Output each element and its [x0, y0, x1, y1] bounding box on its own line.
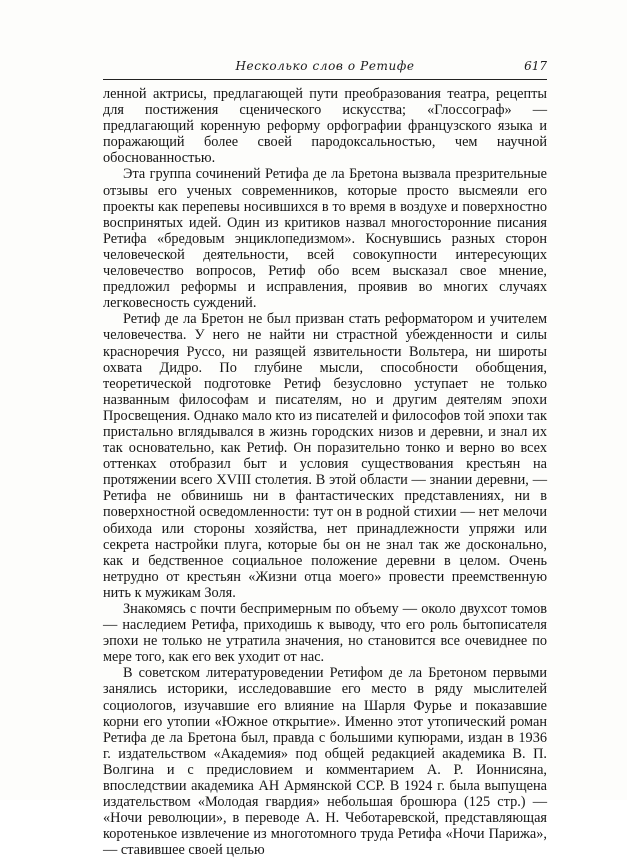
header-rule	[103, 79, 547, 80]
paragraph: Знакомясь с почти беспримерным по объему — около двухсот томов — наследием Ретифа, приходишь к выводу, что его роль бытописателя эпохи не только не утратила значения, но становится все очевиднее по мере того, как его век уходит от нас.	[103, 601, 547, 666]
paragraph: Ретиф де ла Бретон не был призван стать реформатором и учителем человечества. У него не найти ни страстной убежденности и силы красноречия Руссо, ни разящей язвительности Вольтера, ни широты охвата Дидро. По глубине мысли, способности обобщения, теоретической подготовке Ретиф безусловно уступает не только названным философам и писателям, но и другим деятелям эпохи Просвещения. Однако мало кто из писателей и философов той эпохи так пристально вглядывался в жизнь городских низов и деревни, и знал их так основательно, как Ретиф. Он поразительно тонко и верно во всех оттенках отобразил быт и условия существования крестьян на протяжении всего XVIII столетия. В этой области — знании деревни, — Ретифа не обвинишь ни в фантастических представлениях, ни в поверхностной осведомленности: тут он в родной стихии — нет мелочи обихода или стороны хозяйства, нет принадлежности упряжи или секрета настройки плуга, которые бы он не знал так же досконально, как и бедственное социальное положение деревни в целом. Очень нетрудно от крестьян «Жизни отца моего» провести преемственную нить к мужикам Золя.	[103, 311, 547, 601]
text-body	[103, 86, 547, 859]
paragraph-continued: ленной актрисы, предлагающей пути преобразования театра, рецепты для постижения сценического искусства; «Глоссограф» — предлагающий коренную реформу орфографии французского языка и поражающий более своей пародоксальностью, чем научной обоснованностью.	[103, 86, 547, 167]
page-header	[103, 56, 547, 78]
page-number: 617	[524, 59, 547, 73]
paragraph: Эта группа сочинений Ретифа де ла Бретона вызвала презрительные отзывы его ученых современников, которые просто высмеяли его проекты как перепевы носившихся в то время в воздухе и поверхностно воспринятых идей. Один из критиков назвал многосторонние писания Ретифа «бредовым энциклопедизмом». Коснувшись разных сторон человеческой деятельности, всей совокупности интересующих человечество вопросов, Ретиф обо всем высказал свое мнение, предложил реформы и исправления, проявив во многих случаях легковесность суждений.	[103, 166, 547, 312]
paragraph: В советском литературоведении Ретифом де ла Бретоном первыми занялись историки, исследовавшие его место в ряду мыслителей социологов, изучавшие его влияние на Шарля Фурье и показавшие корни его утопии «Южное открытие». Именно этот утопический роман Ретифа де ла Бретона был, правда с большими купюрами, издан в 1936 г. издательством «Академия» под общей редакцией академика В. П. Волгина и с предисловием и комментарием А. Р. Ионнисяна, впоследствии академика АН Армянской ССР. В 1924 г. была выпущена издательством «Молодая гвардия» небольшая брошюра (125 стр.) — «Ночи революции», в переводе А. Н. Чеботаревской, представляющая коротенькое извлечение из многотомного труда Ретифа «Ночи Парижа», — ставившее своей целью	[103, 665, 547, 859]
running-title: Несколько слов о Ретифе	[235, 59, 415, 73]
